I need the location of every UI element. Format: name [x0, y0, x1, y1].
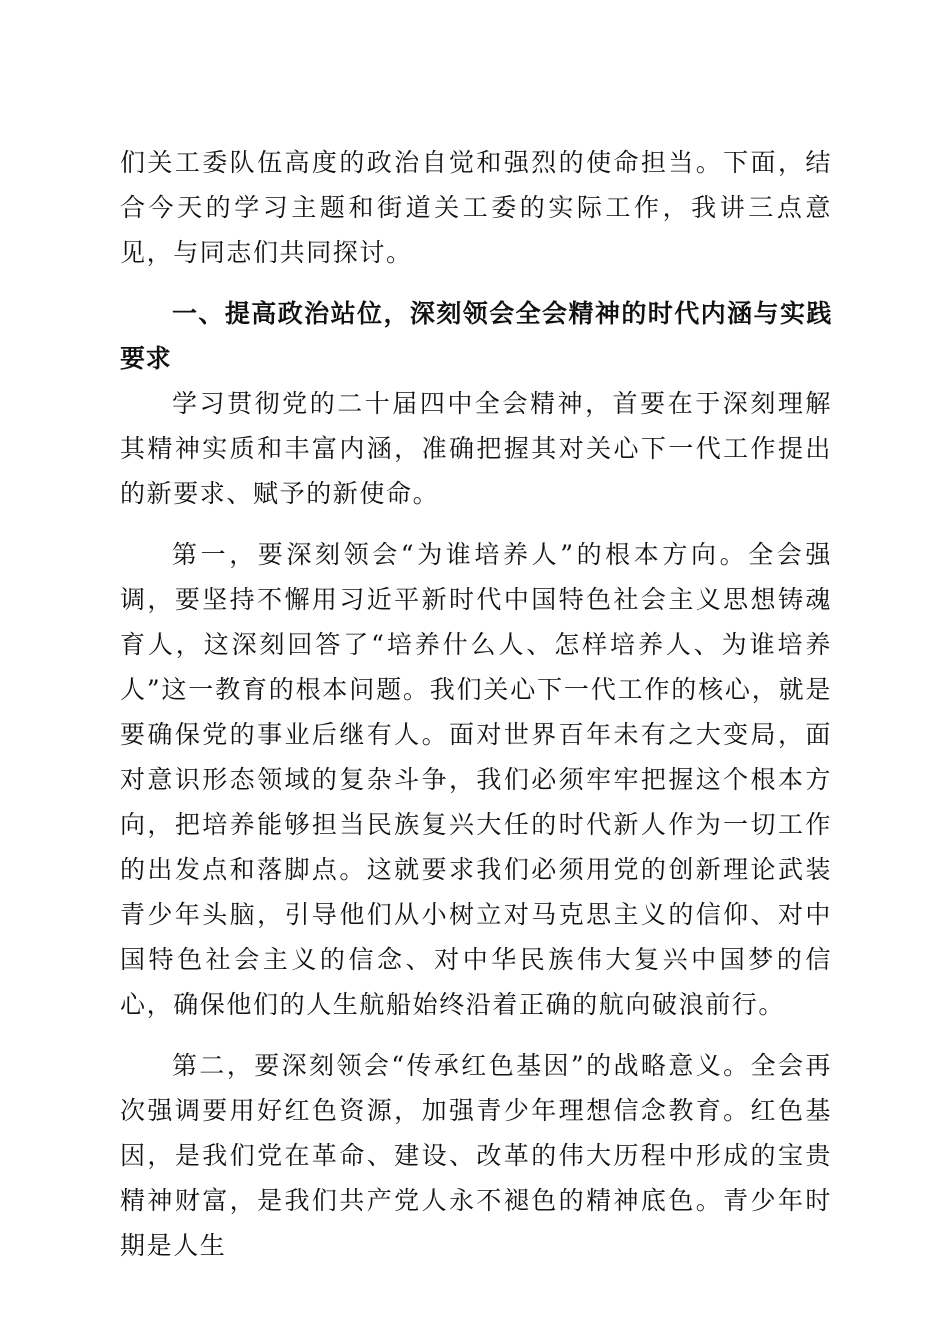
paragraph-continuation: 们关工委队伍高度的政治自觉和强烈的使命担当。下面，结合今天的学习主题和街道关工委的实际工作，我讲三点意见，与同志们共同探讨。 — [120, 148, 832, 267]
section-heading: 一、提高政治站位，深刻领会全会精神的时代内涵与实践要求 — [120, 299, 832, 373]
paragraph-intro: 学习贯彻党的二十届四中全会精神，首要在于深刻理解其精神实质和丰富内涵，准确把握其对关心下一代工作提出的新要求、赋予的新使命。 — [120, 389, 832, 508]
paragraph-first-point: 第一，要深刻领会“为谁培养人”的根本方向。全会强调，要坚持不懈用习近平新时代中国特色社会主义思想铸魂育人，这深刻回答了“培养什么人、怎样培养人、为谁培养人”这一教育的根本问题。我们关心下一代工作的核心，就是要确保党的事业后继有人。面对世界百年未有之大变局，面对意识形态领域的复杂斗争，我们必须牢牢把握这个根本方向，把培养能够担当民族复兴大任的时代新人作为一切工作的出发点和落脚点。这就要求我们必须用党的创新理论武装青少年头脑，引导他们从小树立对马克思主义的信仰、对中国特色社会主义的信念、对中华民族伟大复兴中国梦的信心，确保他们的人生航船始终沿着正确的航向破浪前行。 — [120, 540, 832, 1019]
paragraph-second-point: 第二，要深刻领会“传承红色基因”的战略意义。全会再次强调要用好红色资源，加强青少年理想信念教育。红色基因，是我们党在革命、建设、改革的伟大历程中形成的宝贵精神财富，是我们共产党人永不褪色的精神底色。青少年时期是人生 — [120, 1051, 832, 1260]
document-page — [120, 140, 832, 1268]
